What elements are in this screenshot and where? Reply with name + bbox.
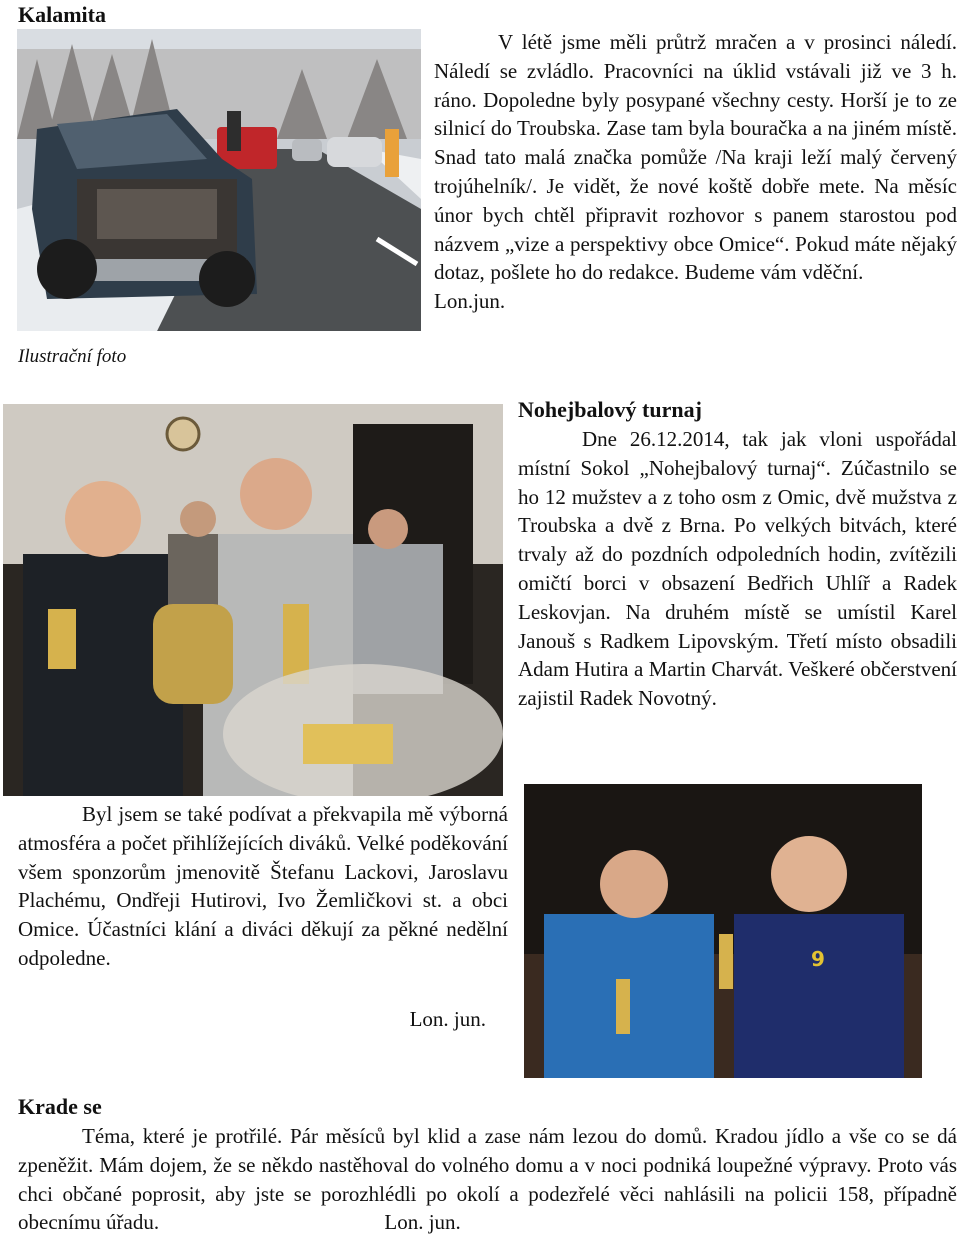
nohejbal-signature: Lon. jun. — [409, 1007, 486, 1031]
krade-body: Téma, které je protřilé. Pár měsíců byl klid a zase nám lezou do domů. Kradou jídlo a vše co se dá zpeněžit. Mám dojem, že se někdo nastěhoval do volného domu a v noci podniká loupežné výpravy. Proto vás chci občané poprosit, aby jste se porozhlédli po okolí a podezřelé věci nahlásili na policii 158, případně obecnímu úřadu. — [18, 1124, 957, 1235]
nohejbal-text: Dne 26.12.2014, tak jak vloni uspořádal místní Sokol „Nohejbalový turnaj“. Zúčastnilo se ho 12 mužstev a z toho osm z Omic, dvě mužstva z Troubska a dvě z Brna. Po velkých bitvách, které trvaly až do pozdních odpoledních hodin, zvítězili omičtí borci v obsazení Bedřich Uhlíř a Radek Leskovjan. Na druhém místě se umístil Karel Janouš s Radkem Lipovským. Třetí místo obsadili Adam Hutira a Martin Charvát. Veškeré občerstvení zajistil Radek Novotný. — [518, 427, 957, 711]
kalamita-text — [434, 28, 957, 316]
krade-signature: Lon. jun. — [384, 1210, 461, 1235]
krade-text — [18, 1122, 957, 1237]
two-winners-photo — [524, 784, 922, 1078]
svg-text:9: 9 — [811, 947, 825, 971]
trophy-winners-photo — [3, 404, 503, 796]
kalamita-title: Kalamita — [18, 2, 106, 27]
kalamita-caption: Ilustrační foto — [18, 346, 127, 367]
nohejbal-title: Nohejbalový turnaj — [518, 397, 702, 422]
nohejbal-text-2: Byl jsem se také podívat a překvapila mě výborná atmosféra a počet přihlížejících diváků. Velké poděkování všem sponzorům jmenovitě Štefanu Lackovi, Jaroslavu Plachému, Ondřeji Hutirovi, Ivo Žemličkovi st. a obci Omice. Účastníci klání a diváci děkují za pěkné nedělní odpoledne. — [18, 802, 508, 970]
krade-title: Krade se — [18, 1094, 102, 1119]
car-crash-photo — [17, 29, 421, 331]
kalamita-body: V létě jsme měli průtrž mračen a v prosinci náledí. Náledí se zvládlo. Pracovníci na úklid vstávali již ve 3 h. ráno. Dopoledne byly posypané všechny cesty. Horší je to ze silnicí do Troubska. Zase tam byla bouračka a na jiném místě. Snad tato malá značka pomůže /Na kraji leží malý červený trojúhelník/. Je vidět, že nové koště dobře mete. Na měsíc únor bych chtěl připravit rozhovor s panem starostou pod názvem „vize a perspektivy obce Omice“. Pokud máte nějaký dotaz, pošlete ho do redakce. Budeme vám vděční. — [434, 30, 957, 285]
kalamita-signature: Lon.jun. — [434, 289, 506, 314]
